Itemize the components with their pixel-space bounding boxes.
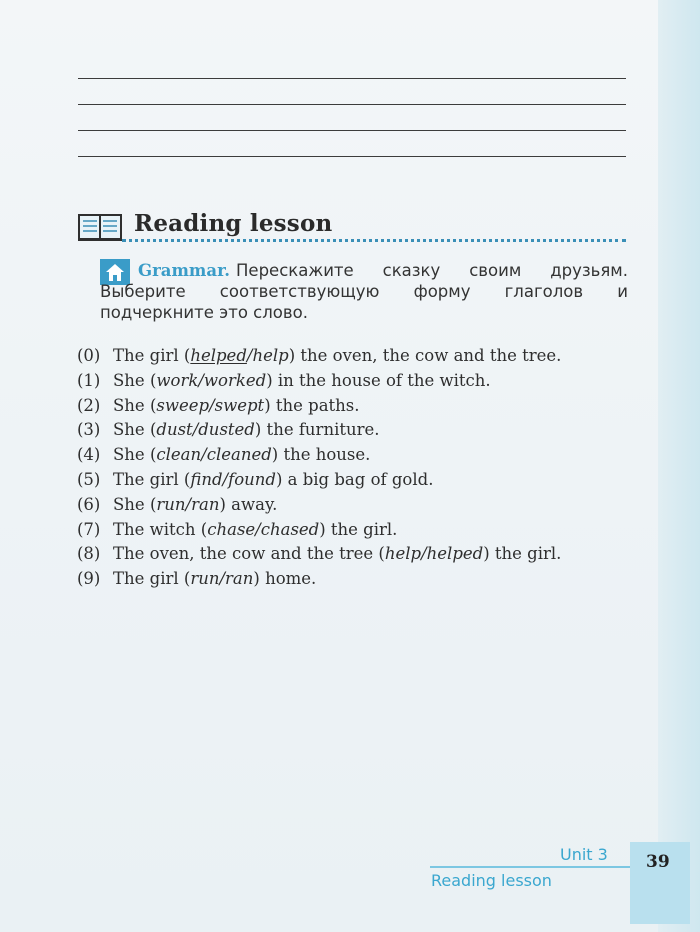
- option-separator: /: [246, 346, 253, 365]
- item-number: (4): [77, 445, 101, 465]
- section-title: Reading lesson: [134, 210, 333, 237]
- verb-option[interactable]: chased: [260, 519, 320, 539]
- writing-line[interactable]: [78, 130, 626, 131]
- item-text: She (: [113, 420, 157, 440]
- item-text: ) the girl.: [319, 519, 398, 539]
- footer-divider: [430, 866, 630, 868]
- exercise-item: [77, 443, 627, 468]
- item-number: (8): [77, 544, 101, 564]
- exercise-list: [77, 344, 627, 592]
- verb-option[interactable]: dusted: [198, 420, 255, 440]
- dotted-rule: [122, 239, 626, 242]
- writing-line[interactable]: [78, 78, 626, 79]
- item-number: (9): [77, 569, 101, 589]
- verb-option[interactable]: chase: [207, 519, 256, 539]
- verb-option[interactable]: swept: [214, 395, 265, 415]
- item-text: ) in the house of the witch.: [266, 370, 491, 390]
- exercise-item: [77, 394, 627, 419]
- item-text: ) the furniture.: [254, 420, 380, 440]
- item-number: (3): [77, 420, 101, 440]
- option-separator: /: [421, 544, 427, 564]
- verb-option[interactable]: work: [156, 370, 199, 390]
- writing-line[interactable]: [78, 104, 626, 105]
- exercise-item: [77, 542, 627, 567]
- item-text: She (: [113, 494, 157, 514]
- option-separator: /: [192, 420, 199, 440]
- item-text: ) away.: [219, 494, 278, 514]
- item-text: She (: [113, 395, 157, 415]
- verb-option[interactable]: helped: [426, 544, 484, 564]
- item-text: ) the girl.: [483, 544, 562, 564]
- item-text: The oven, the cow and the tree (: [113, 544, 385, 564]
- exercise-item: [77, 418, 627, 443]
- writing-line[interactable]: [78, 156, 626, 157]
- option-separator: /: [209, 395, 215, 415]
- item-text: She (: [113, 445, 157, 465]
- item-text: The girl (: [113, 569, 191, 589]
- option-separator: /: [185, 494, 192, 514]
- verb-option[interactable]: help: [252, 346, 289, 365]
- option-separator: /: [219, 569, 226, 589]
- exercise-item: [77, 567, 627, 592]
- grammar-label: Grammar.: [138, 261, 231, 280]
- option-separator: /: [255, 519, 261, 539]
- verb-option[interactable]: helped: [190, 346, 247, 365]
- item-number: (0): [77, 346, 101, 365]
- option-separator: /: [222, 469, 229, 489]
- item-text: ) a big bag of gold.: [275, 469, 434, 489]
- exercise-item: [77, 468, 627, 493]
- verb-option[interactable]: cleaned: [206, 445, 272, 465]
- exercise-item: [77, 344, 627, 369]
- option-separator: /: [198, 370, 204, 390]
- item-number: (5): [77, 469, 101, 489]
- section-heading: [78, 208, 626, 244]
- item-text: She (: [113, 370, 157, 390]
- page-number: 39: [646, 852, 670, 872]
- page-edge-strip: [658, 0, 700, 932]
- verb-option[interactable]: sweep: [156, 395, 210, 415]
- item-text: ) home.: [253, 569, 317, 589]
- verb-option[interactable]: ran: [191, 494, 220, 514]
- verb-option[interactable]: run: [156, 494, 186, 514]
- open-book-icon: [78, 212, 122, 242]
- exercise-item: [77, 493, 627, 518]
- verb-option[interactable]: clean: [156, 445, 202, 465]
- verb-option[interactable]: found: [228, 469, 276, 489]
- item-text: The girl (: [113, 346, 191, 365]
- verb-option[interactable]: ran: [225, 569, 254, 589]
- verb-option[interactable]: find: [190, 469, 223, 489]
- item-text: The girl (: [113, 469, 191, 489]
- footer-lesson: Reading lesson: [431, 871, 552, 890]
- verb-option[interactable]: run: [190, 569, 220, 589]
- item-number: (7): [77, 519, 101, 539]
- verb-option[interactable]: dust: [156, 420, 193, 440]
- exercise-item: [77, 518, 627, 543]
- item-number: (1): [77, 370, 101, 390]
- item-text: ) the oven, the cow and the tree.: [288, 346, 562, 365]
- task-instruction: [100, 260, 628, 323]
- item-number: (2): [77, 395, 101, 415]
- footer-unit: Unit 3: [560, 845, 608, 864]
- verb-option[interactable]: help: [384, 544, 422, 564]
- item-text: ) the paths.: [264, 395, 360, 415]
- item-number: (6): [77, 494, 101, 514]
- item-text: ) the house.: [271, 445, 371, 465]
- exercise-item: [77, 369, 627, 394]
- verb-option[interactable]: worked: [203, 370, 267, 390]
- item-text: The witch (: [113, 519, 208, 539]
- instruction-text: Перескажите сказку своим друзьям. Выберите соответствующую форму глаголов и подчеркните это слово.: [100, 261, 628, 322]
- option-separator: /: [201, 445, 207, 465]
